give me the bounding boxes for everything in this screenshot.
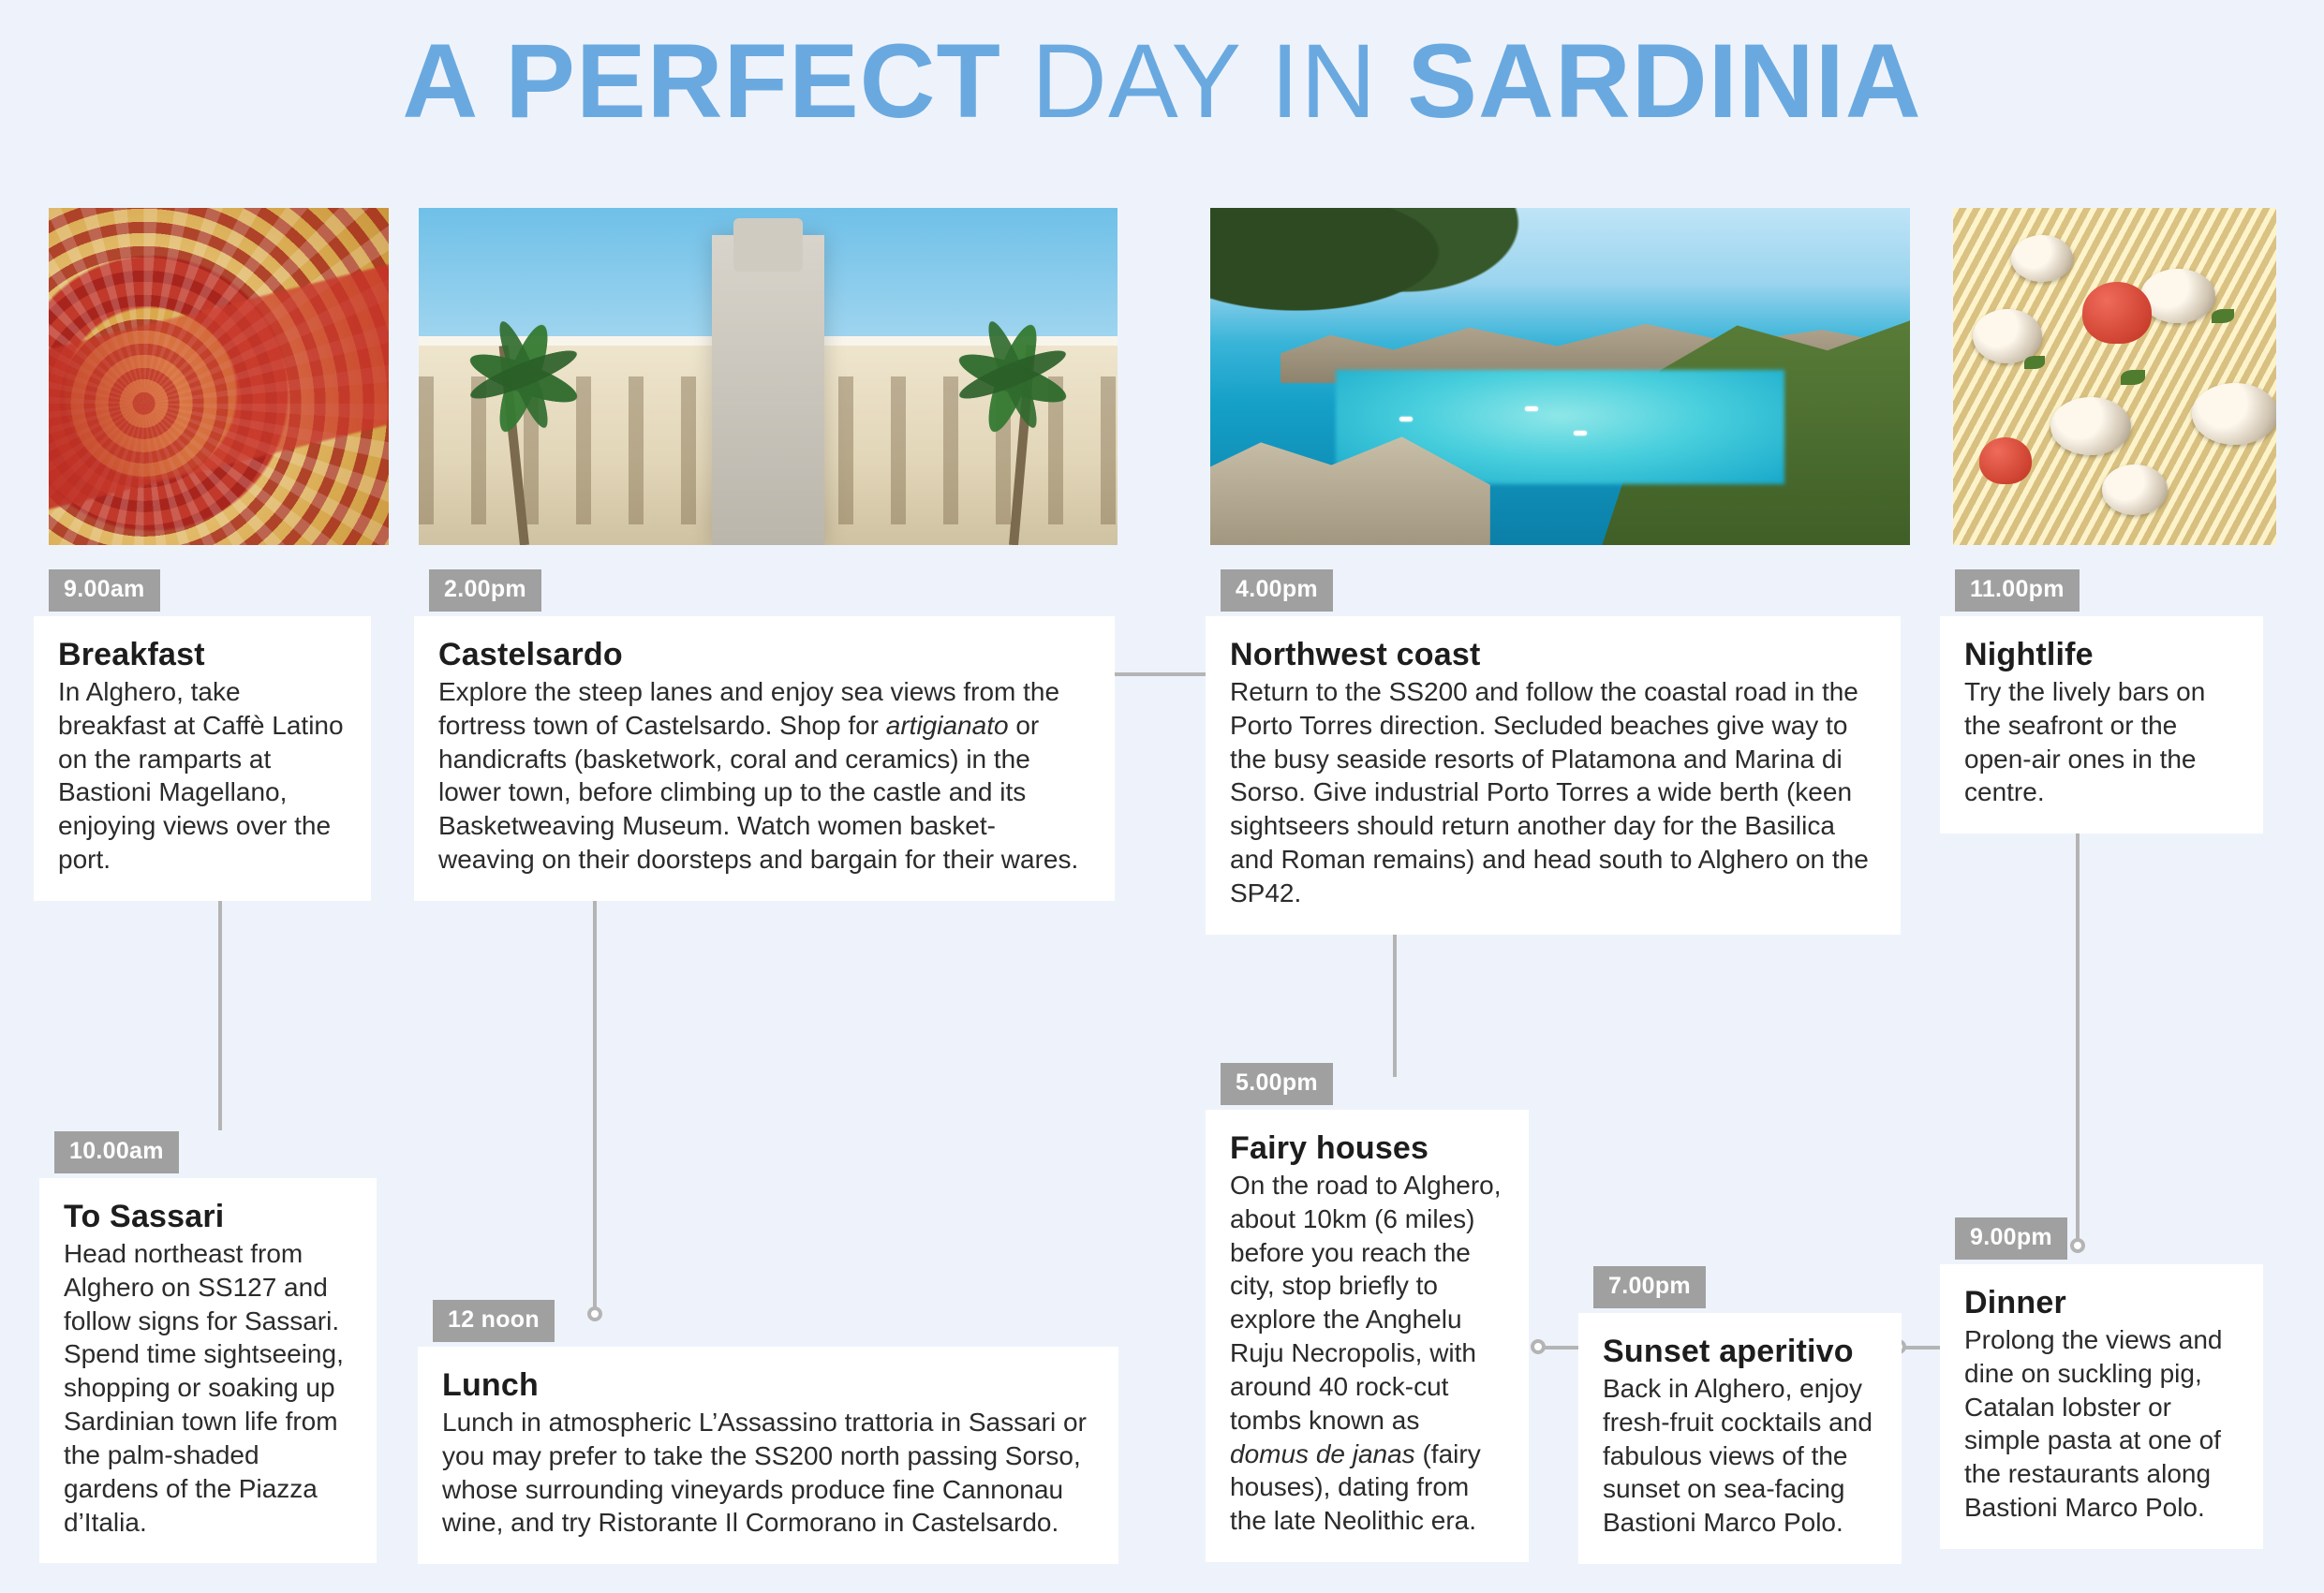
card-northwest-coast [1206,616,1901,935]
basket-handicraft-photo [49,208,389,545]
card-dinner [1940,1264,2263,1549]
time-chip-breakfast: 9.00am [49,569,160,612]
castelsardo-body-pre: Explore the steep lanes and enjoy sea views from the fortress town of Castelsardo. Shop for [438,677,1060,740]
card-body-to-sassari: Head northeast from Alghero on SS127 and follow signs for Sassari. Spend time sightseeing, shopping or soaking up Sardinian town life from the palm-shaded gardens of the Piazza d’Italia. [64,1239,344,1537]
time-chip-fairy-houses: 5.00pm [1221,1063,1333,1105]
card-body-fairy-houses [1230,1169,1504,1538]
card-breakfast [34,616,371,901]
card-body-northwest-coast: Return to the SS200 and follow the coastal road in the Porto Torres direction. Secluded beaches give way to the busy seaside resorts of Platamona and Marina di Sorso. Give industrial Porto Torres a wide berth (keen sightseers should return another day for the Basilica and Roman remains) and head south to Alghero on the SP42. [1230,677,1869,907]
card-body-breakfast: In Alghero, take breakfast at Caffè Latino on the ramparts at Bastioni Magellano, enjoying views over the port. [58,677,344,875]
connector-dot-lunch [587,1306,602,1321]
card-nightlife [1940,616,2263,833]
title-part-1: A PERFECT [402,22,1001,140]
card-lunch [418,1347,1118,1564]
card-fairy-houses [1206,1110,1529,1562]
connector-castelsardo-to-lunch [593,878,597,1314]
card-heading-lunch: Lunch [442,1367,539,1403]
connector-dot-sunset-left [1531,1339,1546,1354]
time-chip-to-sassari: 10.00am [54,1131,179,1173]
card-body-castelsardo [438,675,1090,877]
time-chip-nightlife: 11.00pm [1955,569,2080,612]
castelsardo-body-post: or handicrafts (basketwork, coral and ceramics) in the lower town, before climbing up to the castle and its Basketweaving Museum. Watch women basket-weaving on their doorsteps and bargain for their wares. [438,710,1079,875]
card-body-lunch: Lunch in atmospheric L’Assassino trattoria in Sassari or you may prefer to take the SS200 north passing Sorso, whose surrounding vineyards produce fine Cannonau wine, and try Ristorante Il Cormorano in Castelsardo. [442,1408,1087,1538]
card-heading-to-sassari: To Sassari [64,1199,225,1234]
card-heading-nightlife: Nightlife [1964,637,2094,672]
card-heading-northwest-coast: Northwest coast [1230,637,1481,672]
page-title [0,22,2324,140]
connector-nightlife-to-dinner [2076,777,2080,1246]
time-chip-sunset-aperitivo: 7.00pm [1593,1266,1706,1308]
connector-breakfast-to-sassari [218,885,222,1130]
title-part-4: SARDINIA [1407,22,1922,140]
card-heading-fairy-houses: Fairy houses [1230,1130,1429,1166]
card-heading-castelsardo: Castelsardo [438,637,623,672]
card-heading-breakfast: Breakfast [58,637,205,672]
card-body-dinner: Prolong the views and dine on suckling pig, Catalan lobster or simple pasta at one of the restaurants along Bastioni Marco Polo. [1964,1325,2223,1523]
clam-pasta-photo [1953,208,2276,545]
card-body-nightlife: Try the lively bars on the seafront or the open-air ones in the centre. [1964,677,2206,807]
time-chip-dinner: 9.00pm [1955,1217,2067,1260]
card-heading-sunset-aperitivo: Sunset aperitivo [1603,1334,1854,1369]
title-part-3: IN [1240,22,1408,140]
connector-dot-nightlife [2070,1238,2085,1253]
card-heading-dinner: Dinner [1964,1285,2066,1320]
northwest-coast-photo [1210,208,1910,545]
card-castelsardo [414,616,1115,901]
fairy-body-post: (fairy houses), dating from the late Neolithic era. [1230,1438,1481,1536]
time-chip-northwest-coast: 4.00pm [1221,569,1333,612]
card-to-sassari [39,1178,377,1563]
fairy-body-pre: On the road to Alghero, about 10km (6 miles) before you reach the city, stop briefly to explore the Anghelu Ruju Necropolis, with around 40 rock-cut tombs known as [1230,1171,1502,1435]
time-chip-lunch: 12 noon [433,1300,555,1342]
time-chip-castelsardo: 2.00pm [429,569,541,612]
castelsardo-square-photo [419,208,1118,545]
title-part-2: DAY [1000,22,1241,140]
fairy-body-italic: domus de janas [1230,1438,1415,1468]
card-sunset-aperitivo [1578,1313,1902,1564]
card-body-sunset-aperitivo: Back in Alghero, enjoy fresh-fruit cocktails and fabulous views of the sunset on sea-facing Bastioni Marco Polo. [1603,1374,1873,1538]
castelsardo-body-italic: artigianato [885,710,1009,740]
